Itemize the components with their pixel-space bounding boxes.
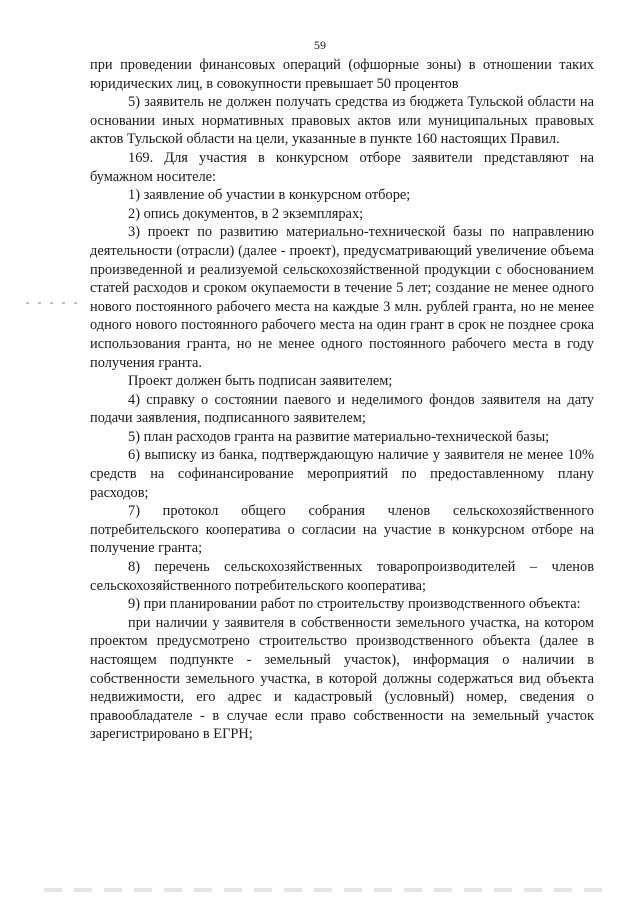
page-number: 59 <box>314 38 326 52</box>
paragraph: 7) протокол общего собрания членов сельскохозяйственного потребительского кооператива о согласии на участие в конкурсном отборе на получение гранта; <box>90 503 594 557</box>
paragraph: 8) перечень сельскохозяйственных товаропроизводителей – членов сельскохозяйственного потребительского кооператива; <box>90 559 594 594</box>
paragraph: 6) выписку из банка, подтверждающую наличие у заявителя не менее 10% средств на софинансирование мероприятий по предоставленному плану расходов; <box>90 447 594 501</box>
scan-artifact <box>26 302 86 304</box>
paragraph: при проведении финансовых операций (офшорные зоны) в отношении таких юридических лиц, в совокупности превышает 50 процентов <box>90 57 594 92</box>
paragraph: при наличии у заявителя в собственности земельного участка, на котором проектом предусмотрено строительство производственного объекта (далее в настоящем подпункте - земельный участок), информация о наличии в собственности земельного участка, в которой должны содержаться вид объекта недвижимости, его адрес и кадастровый (условный) номер, сведения о правообладателе - в случае если право собственности на земельный участок зарегистрировано в ЕГРН; <box>90 614 594 743</box>
paragraph: Проект должен быть подписан заявителем; <box>128 373 393 390</box>
paragraph: 4) справку о состоянии паевого и неделимого фондов заявителя на дату подачи заявления, подписанного заявителем; <box>90 391 594 427</box>
paragraph: 2) опись документов, в 2 экземплярах; <box>128 205 364 222</box>
scan-artifact <box>44 888 604 892</box>
paragraph: 3) проект по развитию материально-технической базы по направлению деятельности (отрасли) (далее - проект), предусматривающий увеличение объема произведенной и реализуемой сельскохозяйственной продукции с обоснованием статей расходов и сроком окупаемости в течение 5 лет; создание не менее одного нового постоянного рабочего места на каждые 3 млн. рублей гранта, но не менее одного нового постоянного рабочего места на один грант в срок не позднее срока использования гранта, но не менее одного постоянного рабочего места в году получения гранта. <box>90 224 594 371</box>
paragraph: 169. Для участия в конкурсном отборе заявители представляют на бумажном носителе: <box>90 149 594 185</box>
document-body <box>90 56 594 744</box>
paragraph: 1) заявление об участии в конкурсном отборе; <box>128 187 411 204</box>
paragraph: 9) при планировании работ по строительству производственного объекта: <box>128 596 581 613</box>
paragraph: 5) заявитель не должен получать средства из бюджета Тульской области на основании иных нормативных правовых актов или муниципальных правовых актов Тульской области на цели, указанные в пункте 160 настоящих Правил. <box>90 94 594 148</box>
paragraph: 5) план расходов гранта на развитие материально-технической базы; <box>128 428 550 445</box>
